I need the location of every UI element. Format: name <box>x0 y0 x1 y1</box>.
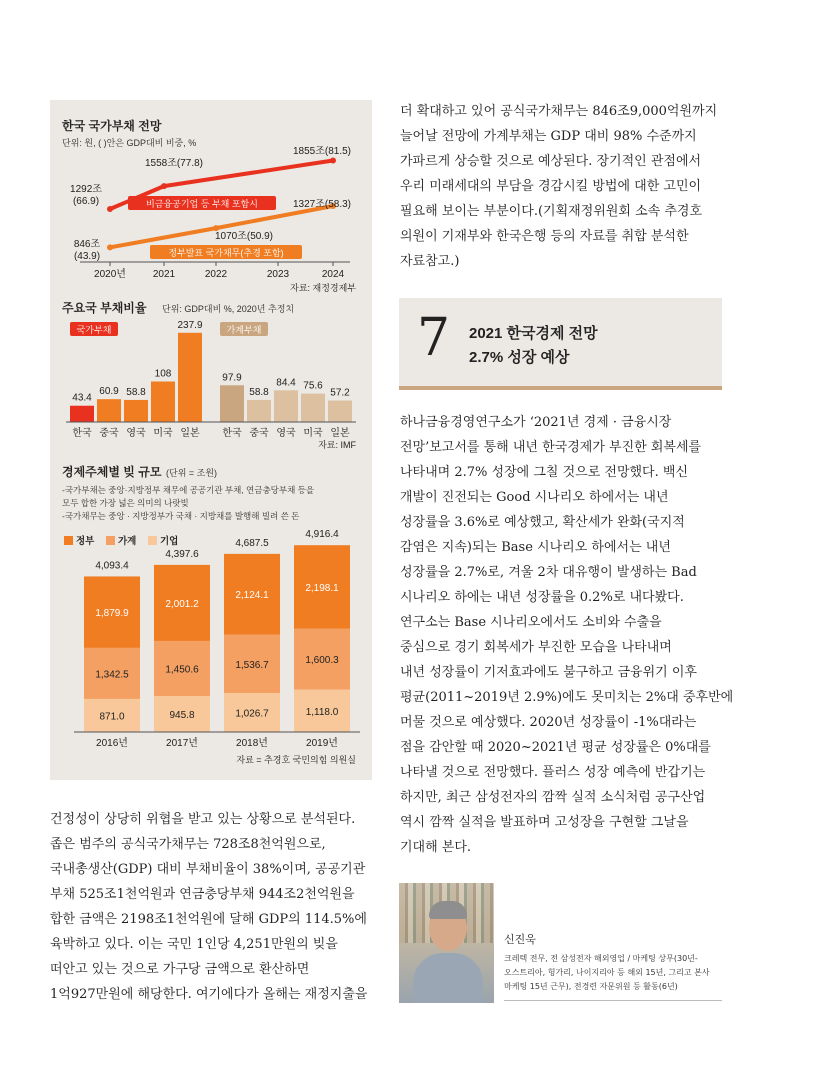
text-line: 국내총생산(GDP) 대비 부채비율이 38%이며, 공공기관 <box>50 862 366 877</box>
chart2-value-label: 108 <box>154 368 172 380</box>
text-line: 늘어날 전망에 가계부채는 GDP 대비 98% 수준까지 <box>400 129 697 144</box>
chart2-category-label: 미국 <box>303 428 323 439</box>
chart2-category-label: 한국 <box>72 428 92 439</box>
section-title-line1: 2021 한국경제 전망 <box>469 325 598 342</box>
article-left-bottom <box>50 807 367 1007</box>
author-name: 신진욱 <box>504 934 536 946</box>
chart1-title: 한국 국가부채 전망 <box>62 119 162 133</box>
chart3-category-label: 2019년 <box>306 738 338 749</box>
text-line: 부채 525조1천억원과 연금충당부채 944조2천억원을 <box>50 887 355 902</box>
text-line: 성장률을 3.6%로 예상했고, 확산세가 완화(국지적 <box>400 515 685 530</box>
chart1-point <box>107 244 113 250</box>
text-line: 필요해 보이는 부분이다.(기획재정위원회 소속 추경호 <box>400 204 703 219</box>
chart1-x-tick-label: 2023 <box>266 269 290 280</box>
chart2-value-label: 237.9 <box>177 319 203 331</box>
chart3-legend-label: 가계 <box>118 536 137 547</box>
chart1-point <box>161 183 167 189</box>
chart2-value-label: 84.4 <box>276 377 296 389</box>
chart2-category-label: 미국 <box>153 428 173 439</box>
chart1-source: 자료: 재정경제부 <box>290 283 356 293</box>
chart2-value-label: 57.2 <box>330 387 350 399</box>
chart2-value-label: 75.6 <box>303 380 323 392</box>
chart3-segment-label: 945.8 <box>169 710 195 722</box>
chart3-source: 자료 = 추경호 국민의힘 의원실 <box>236 755 356 765</box>
author-bio-line: 크레텍 전무, 전 삼성전자 해외영업 / 마케팅 상무(30년- <box>504 954 698 963</box>
chart3-legend-swatch <box>148 536 157 545</box>
text-line: 건정성이 상당히 위협을 받고 있는 상황으로 분석된다. <box>50 812 356 827</box>
chart2-bar <box>247 400 271 422</box>
chart3-note: 모두 합한 가장 넓은 의미의 나랏빚 <box>62 498 189 508</box>
chart2-bar <box>301 394 325 422</box>
author-bio <box>504 952 710 994</box>
chart3-title: 경제주체별 빚 규모 <box>62 465 162 479</box>
chart2-bar <box>124 400 148 422</box>
chart3-segment-label: 871.0 <box>99 711 125 723</box>
chart2-category-label: 일본 <box>330 428 350 439</box>
chart2-category-label: 일본 <box>180 428 200 439</box>
chart2-group-tag: 가계부채 <box>226 325 262 335</box>
chart1-data-label: 1855조(81.5) <box>292 146 352 157</box>
chart2-value-label: 60.9 <box>99 386 119 398</box>
text-line: 머물 것으로 예상했다. 2020년 성장률이 -1%대라는 <box>400 715 697 730</box>
chart1-data-label: 1327조(58.3) <box>292 199 352 210</box>
chart3-total-label: 4,687.5 <box>235 537 269 549</box>
chart1-data-label: 1558조(77.8) <box>144 158 204 169</box>
chart1-data-label: 1292조 <box>70 184 102 195</box>
section-title-line2: 2.7% 성장 예상 <box>469 349 570 366</box>
text-line: 전망’보고서를 통해 내년 한국경제가 부진한 회복세를 <box>400 440 702 455</box>
chart2-bar <box>328 401 352 422</box>
text-line: 좁은 범주의 공식국가채무는 728조8천억원으로, <box>50 837 326 852</box>
text-line: 가파르게 상승할 것으로 예상된다. 장기적인 관점에서 <box>400 154 702 169</box>
chart3-segment-label: 1,026.7 <box>235 708 269 720</box>
chart1-x-tick-label: 2022 <box>204 269 228 280</box>
text-line: 역시 깜짝 실적을 발표하며 고성장을 구현할 그날을 <box>400 815 689 830</box>
chart3-segment-label: 1,879.9 <box>95 608 129 620</box>
chart2-subtitle: 단위: GDP대비 %, 2020년 추정치 <box>162 304 295 314</box>
chart3-note: -국가부채는 중앙·지방정부 채무에 공공기관 부채, 연금충당부채 등을 <box>62 485 315 495</box>
chart3-total-label: 4,916.4 <box>305 529 339 541</box>
chart2-category-label: 중국 <box>249 428 269 439</box>
chart2-category-label: 영국 <box>276 428 296 439</box>
infographic-svg <box>50 100 372 780</box>
text-line: 감염은 지속)되는 Base 시나리오 하에서는 내년 <box>400 540 671 555</box>
author-bio-line: 마케팅 15년 근무), 전경련 자문위원 등 활동(6년) <box>504 982 678 991</box>
text-line: 자료참고.) <box>400 254 460 269</box>
chart1-x-tick-label: 2024 <box>321 269 345 280</box>
chart1-x-tick-label: 2021 <box>152 269 176 280</box>
chart3-segment-label: 2,198.1 <box>305 582 339 594</box>
chart1-subtitle: 단위: 원, ( )안은 GDP대비 비중, % <box>62 138 197 148</box>
text-line: 성장률을 2.7%로, 겨울 2차 대유행이 발생하는 Bad <box>400 565 697 580</box>
chart1-data-label: 1070조(50.9) <box>214 231 274 242</box>
chart1-data-label: (43.9) <box>73 251 101 262</box>
chart2-source: 자료: IMF <box>318 440 356 450</box>
text-line: 떠안고 있는 것으로 가구당 금액으로 환산하면 <box>50 962 310 977</box>
text-line: 중심으로 경기 회복세가 부진한 모습을 나타내며 <box>400 640 672 655</box>
chart2-bar <box>70 406 94 422</box>
chart3-title-unit: (단위 = 조원) <box>166 468 218 478</box>
chart1-data-label: 846조 <box>73 239 101 250</box>
chart2-bar <box>151 382 175 423</box>
text-line: 하지만, 최근 삼성전자의 깜짝 실적 소식처럼 공구산업 <box>400 790 706 805</box>
article-right-top <box>400 99 717 274</box>
chart3-segment-label: 1,118.0 <box>305 706 339 718</box>
text-line: 평균(2011~2019년 2.9%)에도 못미치는 2%대 중후반에 <box>400 690 734 705</box>
chart3-category-label: 2017년 <box>166 738 198 749</box>
chart3-segment-label: 1,600.3 <box>305 655 339 667</box>
chart1-x-tick-label: 2020년 <box>94 269 126 280</box>
chart3-segment-label: 1,450.6 <box>165 664 199 676</box>
chart3-legend-swatch <box>106 536 115 545</box>
chart2-bar <box>220 385 244 422</box>
chart2-group-tag: 국가부채 <box>76 325 112 335</box>
infographic-panel <box>50 100 372 780</box>
chart2-value-label: 58.8 <box>126 386 146 398</box>
chart3-segment-label: 2,124.1 <box>235 590 269 602</box>
text-line: 1억927만원에 해당한다. 여기에다가 올해는 재정지출을 <box>50 987 368 1002</box>
chart3-note: -국가채무는 중앙 · 지방정부가 국채 · 지방채를 발행해 빌려 쓴 돈 <box>62 511 300 521</box>
chart3-segment-label: 1,342.5 <box>95 669 129 681</box>
chart2-bar <box>178 333 202 422</box>
text-line: 더 확대하고 있어 공식국가채무는 846조9,000억원까지 <box>400 104 718 119</box>
author-photo <box>399 883 494 1003</box>
text-line: 하나금융경영연구소가 ‘2021년 경제 · 금융시장 <box>400 415 672 430</box>
text-line: 합한 금액은 2198조1천억원에 달해 GDP의 114.5%에 <box>50 912 367 927</box>
text-line: 연구소는 Base 시나리오에서도 소비와 수출을 <box>400 615 662 630</box>
chart2-value-label: 97.9 <box>222 372 242 384</box>
chart3-total-label: 4,093.4 <box>95 560 129 572</box>
chart1-point <box>107 206 113 212</box>
text-line: 육박하고 있다. 이는 국민 1인당 4,251만원의 빚을 <box>50 937 338 952</box>
text-line: 나타내며 2.7% 성장에 그칠 것으로 전망했다. 백신 <box>400 465 688 480</box>
chart3-segment-label: 2,001.2 <box>165 598 199 610</box>
chart2-category-label: 영국 <box>126 428 146 439</box>
section-number: 7 <box>417 308 451 368</box>
chart2-value-label: 58.8 <box>249 386 269 398</box>
text-line: 시나리오 하에는 내년 성장률을 0.2%로 내다봤다. <box>400 590 684 605</box>
author-divider <box>504 1000 722 1001</box>
text-line: 점을 감안할 때 2020~2021년 평균 성장률은 0%대를 <box>400 740 711 755</box>
chart3-total-label: 4,397.6 <box>165 548 199 560</box>
chart3-legend-label: 정부 <box>76 536 95 547</box>
chart3-legend-swatch <box>64 536 73 545</box>
text-line: 의원이 기재부와 한국은행 등의 자료를 취합 분석한 <box>400 229 689 244</box>
chart3-category-label: 2016년 <box>96 738 128 749</box>
chart2-bar <box>97 399 121 422</box>
chart2-title: 주요국 부채비율 <box>62 301 147 315</box>
text-line: 나타낼 것으로 전망했다. 플러스 성장 예측에 반갑기는 <box>400 765 706 780</box>
chart2-category-label: 중국 <box>99 428 119 439</box>
author-bio-line: 오스트리아, 헝가리, 나이지리아 등 해외 15년, 그리고 본사 <box>504 968 710 977</box>
chart1-data-label: (66.9) <box>72 196 100 207</box>
text-line: 개발이 진전되는 Good 시나리오 하에서는 내년 <box>400 490 669 505</box>
chart1-series-name-1: 정부발표 국가채무(추경 포함) <box>168 248 284 258</box>
chart2-category-label: 한국 <box>222 428 242 439</box>
chart3-legend-label: 기업 <box>160 536 179 547</box>
article-right-mid <box>400 410 733 860</box>
chart3-category-label: 2018년 <box>236 738 268 749</box>
chart2-bar <box>274 390 298 422</box>
text-line: 우리 미래세대의 부담을 경감시킬 방법에 대한 고민이 <box>400 179 702 194</box>
chart3-segment-label: 1,536.7 <box>235 659 269 671</box>
chart1-point <box>330 157 336 163</box>
section-header <box>399 298 722 390</box>
text-line: 기대해 본다. <box>400 840 472 855</box>
chart2-value-label: 43.4 <box>72 392 92 404</box>
chart1-series-name-0: 비금융공기업 등 부채 포함시 <box>146 199 258 209</box>
text-line: 내년 성장률이 기저효과에도 불구하고 금융위기 이후 <box>400 665 697 680</box>
